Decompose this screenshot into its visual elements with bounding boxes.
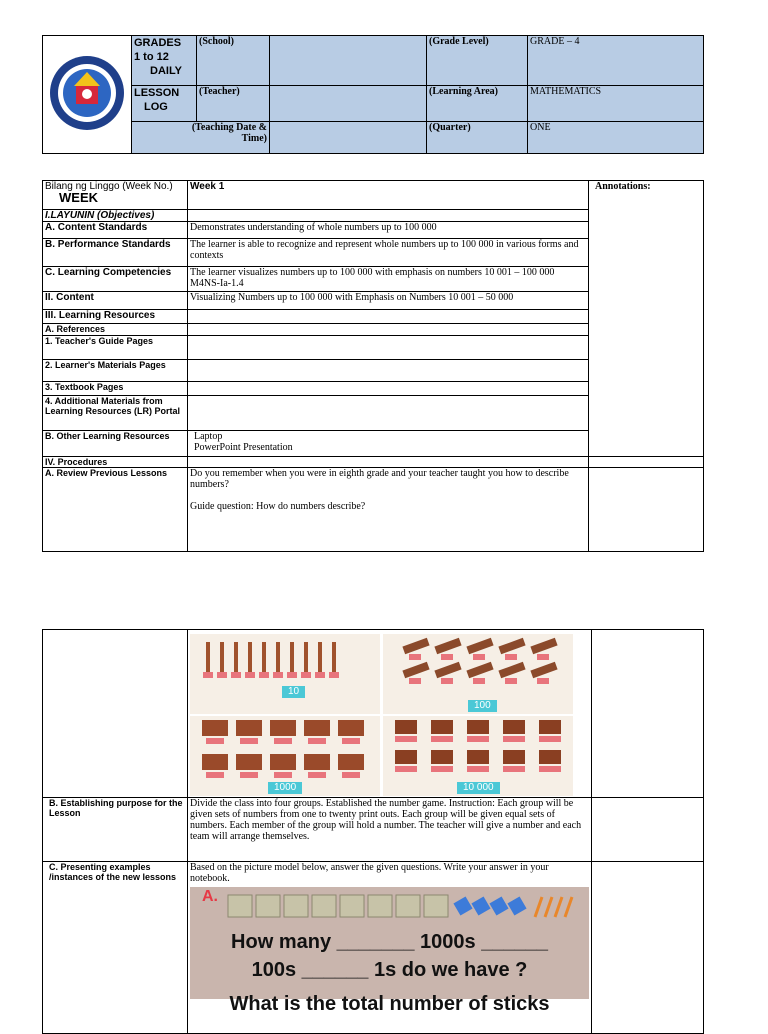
other-resources-label-text: B. Other Learning Resources (45, 431, 170, 441)
grade-level-value-text: GRADE – 4 (530, 36, 580, 47)
grades-cell (132, 36, 197, 86)
school-value[interactable] (270, 36, 427, 86)
additional-label-text: 4. Additional Materials from Learning Resources (LR) Portal (45, 396, 181, 416)
daily-text: DAILY (150, 65, 182, 77)
deped-seal (43, 36, 132, 154)
school-label (197, 36, 270, 86)
competencies-value (188, 267, 589, 292)
grade-level-label-text: (Grade Level) (429, 36, 489, 47)
content-standards-value (188, 222, 589, 239)
resources-label-text: III. Learning Resources (45, 310, 156, 321)
performance-text: The learner is able to recognize and represent whole numbers up to 100 000 in various forms and contexts (190, 239, 579, 261)
competencies-label (43, 267, 188, 292)
review-label (43, 468, 188, 552)
time-text: Time) (241, 133, 267, 144)
purpose-value (188, 798, 592, 862)
references-label (43, 324, 188, 336)
sticks-illustration (190, 634, 380, 714)
procedures-value (188, 457, 589, 468)
review-text-1: Do you remember when you were in eighth grade and your teacher taught you how to describe numbers? (190, 468, 569, 490)
learning-area-value (528, 86, 704, 122)
week-label-cell (43, 181, 188, 210)
school-label-text: (School) (199, 36, 234, 47)
competencies-text: The learner visualizes numbers up to 100 000 with emphasis on numbers 10 001 – 100 000 M4NS-Ia-1.4 (190, 267, 555, 289)
tag-hundred: 100 (468, 700, 497, 712)
learning-area-label (427, 86, 528, 122)
procedures-label-text: IV. Procedures (45, 457, 108, 467)
other-resources-value (188, 431, 589, 457)
presenting-text: Based on the picture model below, answer the given questions. Write your answer in your notebook. (190, 862, 549, 884)
review-value (188, 468, 589, 552)
week-value-text: Week 1 (190, 181, 225, 192)
performance-value (188, 239, 589, 267)
grades-text: GRADES (134, 37, 182, 49)
learning-area-label-text: (Learning Area) (429, 86, 498, 97)
hundreds-quadrant (383, 634, 573, 714)
learning-area-value-text: MATHEMATICS (530, 86, 602, 97)
lesson-cell (132, 86, 197, 122)
tag-thousand: 1000 (268, 782, 302, 794)
deped-seal-icon (48, 54, 126, 132)
objectives-label (43, 210, 188, 222)
quarter-value (528, 122, 704, 154)
procedures-annotation (589, 457, 704, 468)
teaching-date-text: (Teaching Date & (191, 122, 267, 133)
quarter-label (427, 122, 528, 154)
lm-label (43, 360, 188, 382)
references-label-text: A. References (45, 324, 106, 334)
review-annotation (589, 468, 704, 552)
picture-label-cell (43, 630, 188, 798)
resources-label (43, 310, 188, 324)
picture-letter: A. (202, 888, 218, 905)
place-value-picture-cell (188, 630, 592, 798)
purpose-label (43, 798, 188, 862)
content-value (188, 292, 589, 310)
lesson-text: LESSON (134, 87, 180, 99)
content-label (43, 292, 188, 310)
quarter-label-text: (Quarter) (429, 122, 471, 133)
content-standards-label-text: A. Content Standards (45, 222, 148, 233)
lm-label-text: 2. Learner's Materials Pages (45, 360, 166, 370)
grade-level-value (528, 36, 704, 86)
teacher-label (197, 86, 270, 122)
presenting-value (188, 862, 592, 1034)
textbook-label (43, 382, 188, 396)
procedures-label (43, 457, 188, 468)
content-text: Visualizing Numbers up to 100 000 with Emphasis on Numbers 10 001 – 50 000 (190, 292, 514, 303)
lesson-table-continued (42, 629, 704, 1034)
grade-level-label (427, 36, 528, 86)
week-value-cell (188, 181, 589, 210)
review-label-text: A. Review Previous Lessons (45, 468, 168, 478)
tg-label (43, 336, 188, 360)
question-line-2: 100s ______ 1s do we have ? (251, 959, 528, 981)
tag-ten-thousand: 10 000 (457, 782, 500, 794)
other-resources-laptop: Laptop (194, 431, 223, 442)
purpose-label-text: B. Establishing purpose for the Lesson (49, 798, 183, 818)
performance-label-text: B. Performance Standards (45, 239, 171, 250)
content-label-text: II. Content (45, 292, 94, 303)
teacher-value[interactable] (270, 86, 427, 122)
ten-thousands-quadrant (383, 716, 573, 796)
textbook-label-text: 3. Textbook Pages (45, 382, 124, 392)
header-table (42, 35, 704, 154)
performance-label (43, 239, 188, 267)
resources-value (188, 310, 589, 324)
references-value (188, 324, 589, 336)
log-text: LOG (144, 101, 168, 113)
teacher-label-text: (Teacher) (199, 86, 240, 97)
review-text-2: Guide question: How do numbers describe? (190, 501, 366, 512)
teaching-date-label (132, 122, 270, 154)
question-line-1: How many _______ 1000s ______ (231, 931, 548, 953)
content-standards-text: Demonstrates understanding of whole numbers up to 100 000 (190, 222, 437, 233)
presenting-label-text: C. Presenting examples /instances of the new lessons (49, 862, 177, 882)
other-resources-label (43, 431, 188, 457)
objectives-value (188, 210, 589, 222)
annotations-text: Annotations: (595, 181, 651, 192)
tg-value (188, 336, 589, 360)
objectives-text: I.LAYUNIN (Objectives) (45, 210, 155, 221)
additional-value (188, 396, 589, 431)
picture-annotation (592, 630, 704, 798)
quarter-value-text: ONE (530, 122, 551, 133)
presenting-label (43, 862, 188, 1034)
purpose-text: Divide the class into four groups. Established the number game. Instruction: Each group will be given sets of numbers from one to twenty print outs. Each group will be given equal sets of numbers. Each member of the group will hold a number. The teacher will give a number and each team will arrange themselves. (190, 798, 582, 842)
tg-label-text: 1. Teacher's Guide Pages (45, 336, 154, 346)
tag-ten: 10 (282, 686, 305, 698)
content-standards-label (43, 222, 188, 239)
question-line-3: What is the total number of sticks (190, 999, 589, 1027)
week-big-text: WEEK (59, 190, 98, 205)
purpose-annotation (592, 798, 704, 862)
presenting-annotation (592, 862, 704, 1034)
other-resources-ppt: PowerPoint Presentation (194, 442, 293, 453)
annotations-cell[interactable] (589, 181, 704, 457)
additional-label (43, 396, 188, 431)
week-label-text: Bilang ng Linggo (Week No.) (45, 181, 173, 192)
teaching-date-value[interactable] (270, 122, 427, 154)
thousands-quadrant (190, 716, 380, 796)
competencies-label-text: C. Learning Competencies (45, 267, 172, 278)
sticks-row-illustration (190, 889, 589, 929)
place-value-picture (188, 632, 573, 797)
lesson-table (42, 180, 704, 552)
sticks-question-picture (190, 887, 589, 1027)
textbook-value (188, 382, 589, 396)
lm-value (188, 360, 589, 382)
grades-range-text: 1 to 12 (134, 51, 169, 63)
tens-quadrant (190, 634, 380, 714)
